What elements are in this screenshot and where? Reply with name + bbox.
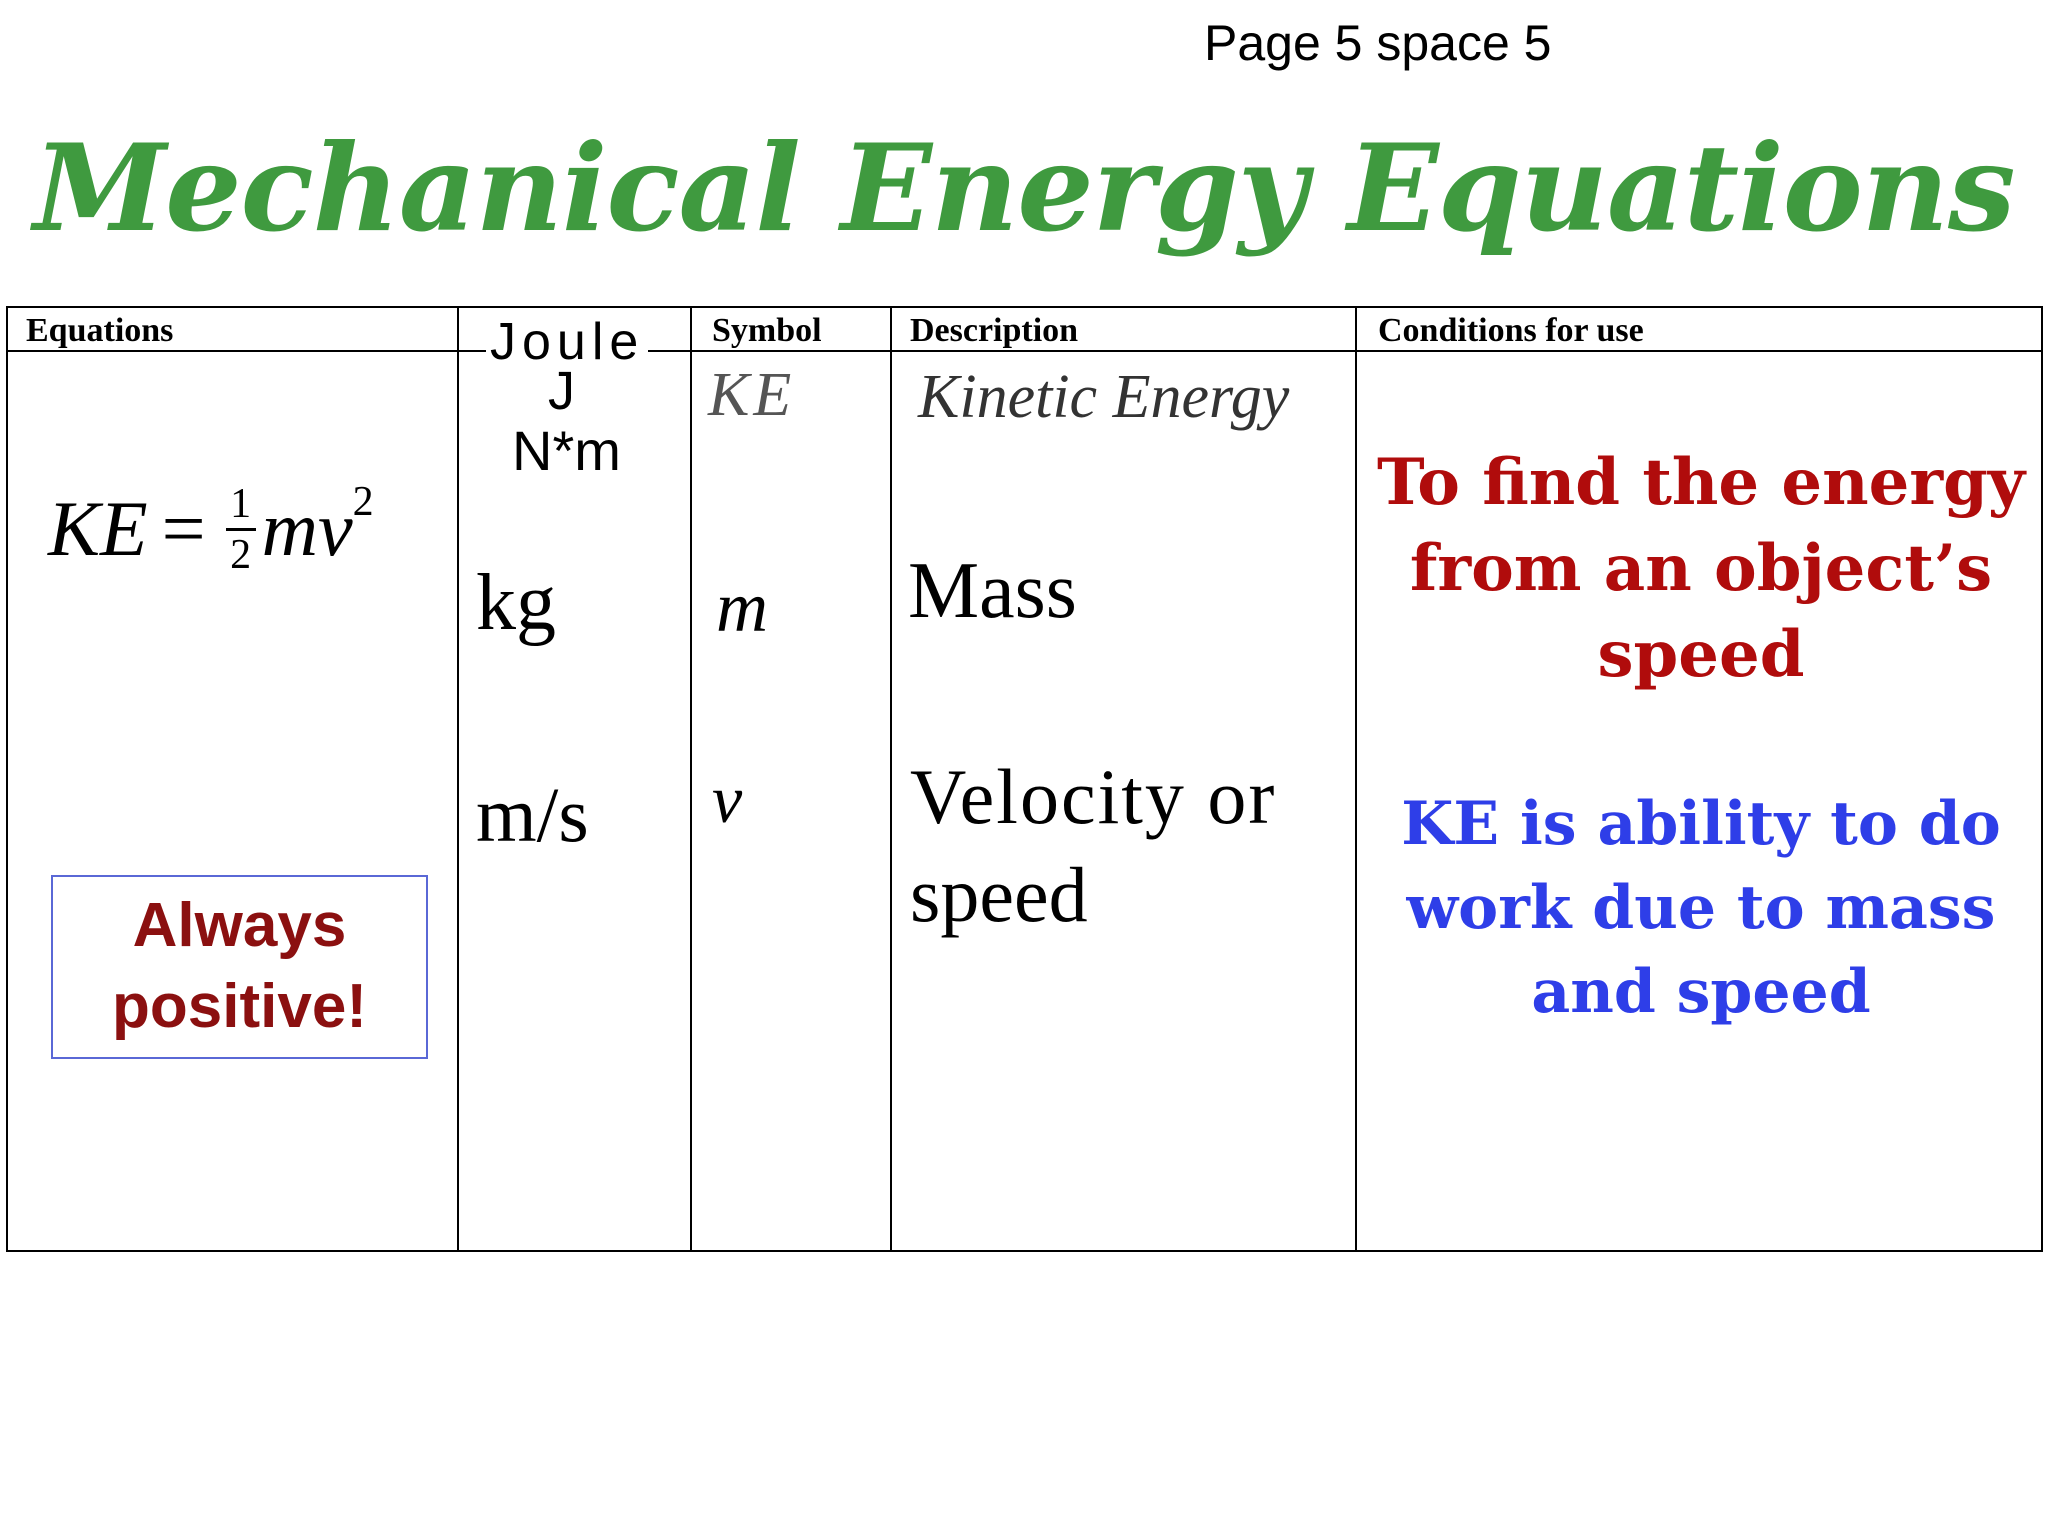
page-label: Page 5 space 5 — [1204, 15, 1552, 71]
header-conditions: Conditions for use — [1378, 312, 1644, 349]
column-divider-2 — [690, 306, 692, 1252]
description-mass: Mass — [908, 547, 1077, 635]
condition-blue-line-1: KE is ability to do — [1401, 789, 2001, 859]
fraction-numerator: 1 — [230, 480, 252, 527]
description-kinetic-energy: Kinetic Energy — [918, 363, 1290, 431]
condition-red-line-3: speed — [1597, 617, 1805, 692]
table-right-border — [2041, 306, 2043, 1252]
page-title: Mechanical Energy Equations — [33, 118, 2015, 259]
header-symbol: Symbol — [712, 312, 822, 349]
condition-red-line-1: To find the energy — [1376, 445, 2026, 520]
description-velocity-line-1: Velocity or — [910, 753, 1277, 840]
header-units: Joule — [486, 312, 648, 372]
header-bottom-border — [7, 350, 2043, 352]
equation-fraction — [226, 480, 256, 578]
unit-joule-symbol: J — [548, 361, 575, 421]
column-divider-1 — [457, 306, 459, 1252]
always-positive-note — [51, 875, 428, 1059]
table-left-border — [6, 306, 8, 1252]
header-equations: Equations — [26, 312, 174, 349]
unit-meters-per-second: m/s — [476, 771, 589, 858]
note-line-1: Always — [132, 891, 347, 961]
column-divider-4 — [1355, 306, 1357, 1252]
symbol-velocity: v — [712, 761, 743, 837]
condition-blue-text — [1366, 782, 2036, 1034]
equation-lhs: KE — [48, 485, 148, 572]
equation-exponent: 2 — [352, 479, 374, 525]
unit-kilogram: kg — [476, 559, 556, 647]
equation-equals: = — [161, 485, 206, 572]
note-line-2: positive! — [112, 972, 367, 1041]
column-divider-3 — [890, 306, 892, 1252]
condition-red-line-2: from an object’s — [1409, 531, 1993, 606]
description-velocity-line-2: speed — [910, 851, 1088, 938]
condition-blue-line-2: work due to mass — [1406, 873, 1996, 943]
table-top-border — [7, 306, 2043, 308]
kinetic-energy-equation — [48, 474, 374, 584]
header-description: Description — [910, 312, 1079, 349]
symbol-kinetic-energy: KE — [708, 361, 796, 429]
fraction-bar — [226, 528, 256, 531]
symbol-mass: m — [716, 567, 768, 647]
fraction-denominator: 2 — [230, 531, 252, 578]
unit-newton-meter: N*m — [512, 419, 621, 482]
condition-red-text — [1366, 440, 2036, 698]
condition-blue-line-3: and speed — [1531, 957, 1871, 1027]
equation-rhs: mv — [261, 485, 353, 572]
table-bottom-border — [7, 1250, 2043, 1252]
